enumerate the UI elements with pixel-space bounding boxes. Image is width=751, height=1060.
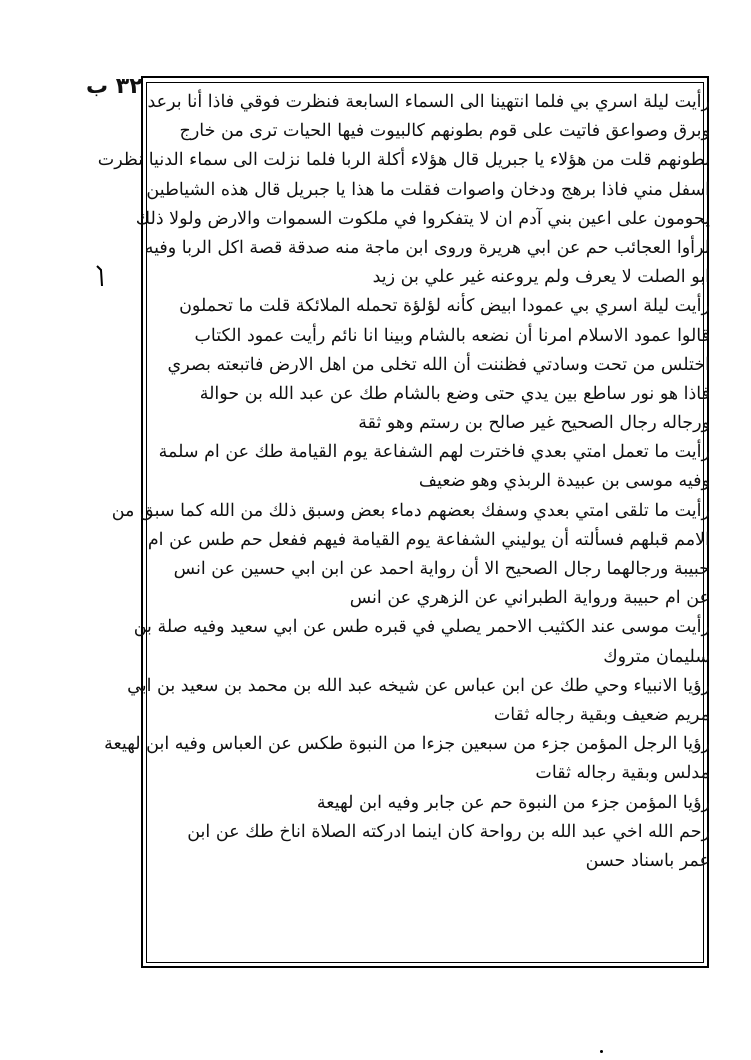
text-line: رؤيا المؤمن جزء من النبوة حم عن جابر وفيه ابن لهيعة [316, 792, 710, 813]
text-line: عمر باسناد حسن [585, 850, 710, 871]
folio-number: ٣٢ ب [86, 74, 143, 99]
text-line: بطونهم قلت من هؤلاء يا جبريل قال هؤلاء أكلة الربا فلما نزلت الى سماء الدنيا نظرت [97, 150, 710, 171]
text-line: رأيت ما تعمل امتي بعدي فاخترت لهم الشفاعة يوم القيامة طك عن ام سلمة [158, 442, 710, 463]
text-line: وفيه موسى بن عبيدة الربذي وهو ضعيف [418, 471, 710, 492]
text-line: يحومون على اعين بني آدم ان لا يتفكروا في ملكوت السموات والارض ولولا ذلك [135, 208, 710, 229]
text-line: رأيت موسى عند الكثيب الاحمر يصلي في قبره طس عن ابي سعيد وفيه صلة بن [133, 617, 710, 638]
text-line: رحم الله اخي عبد الله بن رواحة كان اينما ادركته الصلاة اناخ طك عن ابن [187, 821, 710, 842]
text-line: ورجاله رجال الصحيح غير صالح بن رستم وهو ثقة [358, 413, 710, 434]
margin-ink-mark [94, 264, 108, 288]
text-line: حبيبة ورجالهما رجال الصحيح الا أن رواية احمد عن ابن ابي حسين عن انس [173, 559, 710, 579]
text-line: رؤيا الرجل المؤمن جزء من سبعين جزءا من النبوة طكس عن العباس وفيه ابن لهيعة [104, 734, 710, 755]
text-line: قالوا عمود الاسلام امرنا أن نضعه بالشام وبينا انا نائم رأيت عمود الكتاب [194, 325, 710, 346]
text-line: سليمان متروك [603, 646, 710, 667]
text-line: ابو الصلت لا يعرف ولم يروعنه غير علي بن زيد [372, 267, 710, 288]
text-line: رأيت ليلة اسري بي عمودا ابيض كأنه لؤلؤة تحمله الملائكة قلت ما تحملون [179, 296, 710, 317]
manuscript-text [97, 88, 710, 876]
text-line: اختلس من تحت وسادتي فظننت أن الله تخلى من اهل الارض فاتبعته بصري [167, 354, 710, 375]
scan-speck [600, 1050, 603, 1053]
text-line: اسفل مني فاذا برهج ودخان واصوات فقلت ما هذا يا جبريل قال هذه الشياطين [146, 179, 710, 200]
text-line: وبرق وصواعق فاتيت على قوم بطونهم كالبيوت فيها الحيات ترى من خارج [179, 121, 710, 142]
text-line: لرأوا العجائب حم عن ابي هريرة وروى ابن ماجة منه صدقة قصة اكل الربا وفيه [144, 237, 710, 258]
text-line: الامم قبلهم فسألته أن يوليني الشفاعة يوم القيامة فيهم ففعل حم طس عن ام [147, 529, 710, 550]
text-line: رؤيا الانبياء وحي طك عن ابن عباس عن شيخه عبد الله بن محمد بن سعيد بن ابي [127, 675, 710, 696]
text-line: عن ام حبيبة ورواية الطبراني عن الزهري عن انس [349, 588, 710, 609]
text-line: فاذا هو نور ساطع بين يدي حتى وضع بالشام طك عن عبد الله بن حوالة [199, 383, 710, 404]
text-line: مدلس وبقية رجاله ثقات [535, 763, 710, 784]
text-line: مريم ضعيف وبقية رجاله ثقات [493, 704, 710, 725]
text-line: رأيت ما تلقى امتي بعدي وسفك بعضهم دماء بعض وسبق ذلك من الله كما سبق من [111, 500, 710, 521]
text-line: رأيت ليلة اسري بي فلما انتهينا الى السماء السابعة فنظرت فوقي فاذا أنا برعد [147, 92, 710, 112]
